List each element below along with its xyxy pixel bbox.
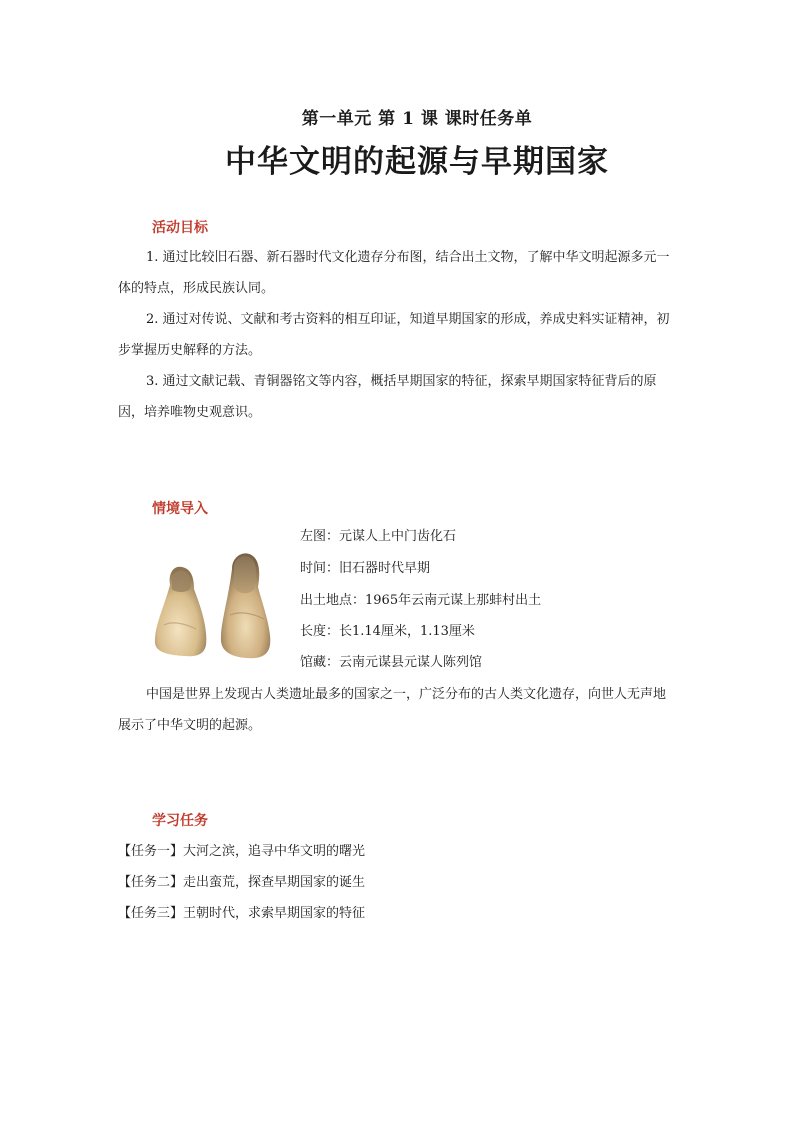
- objective-item-2: 2. 通过对传说、文献和考古资料的相互印证，知道早期国家的形成，养成史料实证精神，初步掌握历史解释的方法。: [118, 312, 670, 358]
- caption-figure: 左图：元谋人上中门齿化石: [300, 529, 457, 544]
- intro-paragraph: 中国是世界上发现古人类遗址最多的国家之一，广泛分布的古人类文化遗存，向世人无声地展示了中华文明的起源。: [118, 687, 667, 733]
- caption-time: 时间：旧石器时代早期: [300, 561, 431, 576]
- caption-location: 出土地点：1965年云南元谋上那蚌村出土: [300, 593, 542, 608]
- caption-length: 长度：长1.14厘米，1.13厘米: [300, 624, 475, 639]
- lesson-title: 中华文明的起源与早期国家: [225, 144, 609, 180]
- section-heading-objectives: 活动目标: [152, 220, 208, 236]
- task-item-2: 【任务二】走出蛮荒，探查早期国家的诞生: [118, 875, 366, 890]
- fossil-teeth-image: [150, 545, 272, 665]
- section-heading-tasks: 学习任务: [152, 813, 208, 829]
- caption-collection: 馆藏：云南元谋县元谋人陈列馆: [300, 655, 483, 670]
- objective-item-3: 3. 通过文献记载、青铜器铭文等内容，概括早期国家的特征，探索早期国家特征背后的原因，培养唯物史观意识。: [118, 374, 657, 420]
- section-heading-intro: 情境导入: [152, 501, 208, 517]
- task-item-3: 【任务三】王朝时代，求索早期国家的特征: [118, 906, 366, 921]
- objective-item-1: 1. 通过比较旧石器、新石器时代文化遗存分布图，结合出土文物，了解中华文明起源多元一体的特点，形成民族认同。: [118, 250, 670, 296]
- lesson-subtitle: 第一单元 第 1 课 课时任务单: [301, 109, 533, 129]
- task-item-1: 【任务一】大河之滨，追寻中华文明的曙光: [118, 844, 366, 859]
